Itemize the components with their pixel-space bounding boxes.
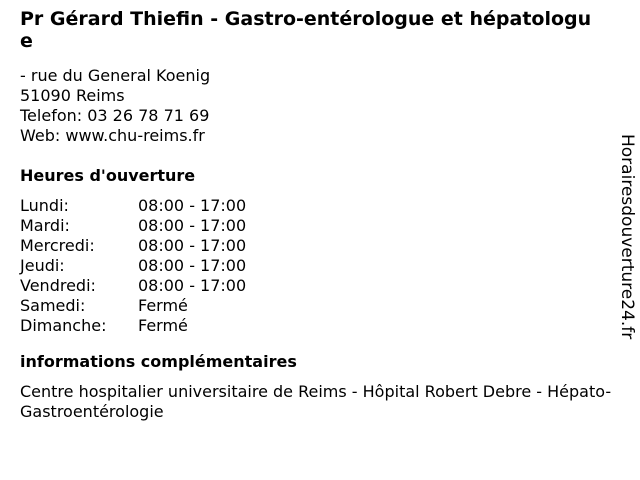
hours-time: 08:00 - 17:00 (138, 236, 247, 255)
listing-content (20, 8, 612, 422)
hours-day: Vendredi: (20, 276, 96, 295)
hours-day: Dimanche: (20, 316, 107, 335)
site-watermark: Horairesdouverture24.fr (617, 134, 637, 340)
hours-day: Jeudi: (20, 256, 65, 275)
hours-time: 08:00 - 17:00 (138, 196, 247, 215)
hours-time: 08:00 - 17:00 (138, 276, 247, 295)
hours-time: 08:00 - 17:00 (138, 216, 247, 235)
hours-row-mardi (20, 216, 600, 236)
hours-day: Lundi: (20, 196, 69, 215)
hours-day: Samedi: (20, 296, 86, 315)
additional-info-text: Centre hospitalier universitaire de Reims - Hôpital Robert Debre - Hépato-Gastroentérologie (20, 382, 612, 421)
phone-number: Telefon: 03 26 78 71 69 (20, 106, 210, 125)
hours-row-vendredi (20, 276, 600, 296)
hours-row-samedi (20, 296, 600, 316)
city-address: 51090 Reims (20, 86, 125, 105)
hours-time: Fermé (138, 296, 188, 315)
hours-row-lundi (20, 196, 600, 216)
additional-info-heading: informations complémentaires (20, 352, 297, 371)
hours-row-mercredi (20, 236, 600, 256)
page-title: Pr Gérard Thiefin - Gastro-entérologue et hépatologue (20, 8, 592, 52)
hours-time: Fermé (138, 316, 188, 335)
street-address: - rue du General Koenig (20, 66, 211, 85)
hours-row-jeudi (20, 256, 600, 276)
opening-hours-heading: Heures d'ouverture (20, 166, 196, 185)
hours-time: 08:00 - 17:00 (138, 256, 247, 275)
address-block (20, 66, 600, 146)
website: Web: www.chu-reims.fr (20, 126, 205, 145)
opening-hours-table (20, 196, 600, 336)
hours-row-dimanche (20, 316, 600, 336)
hours-day: Mardi: (20, 216, 70, 235)
hours-day: Mercredi: (20, 236, 95, 255)
